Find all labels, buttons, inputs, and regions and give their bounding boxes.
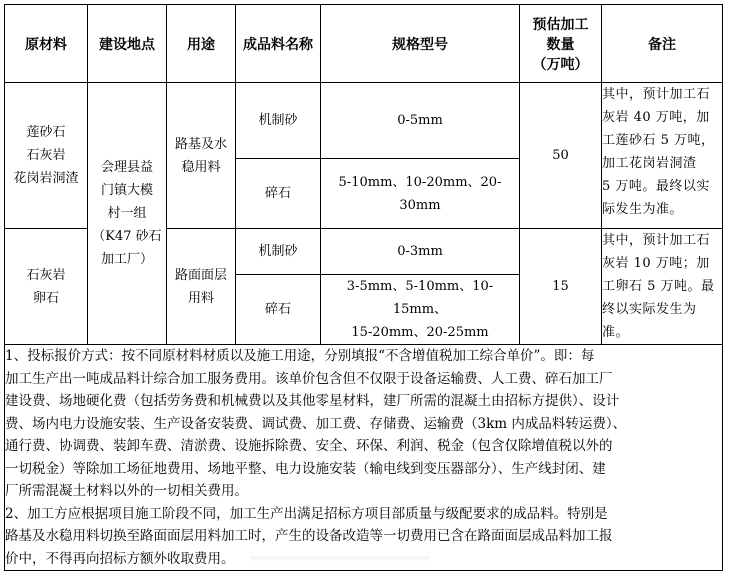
- raw-material-line: 花岗岩洞渣: [13, 171, 79, 186]
- header-row: [5, 5, 723, 83]
- usage-line: 路面面层: [174, 267, 227, 283]
- remark-line: 其中，预计加工石: [602, 233, 711, 248]
- quote-table: [4, 4, 723, 571]
- remark-line: 加工花岗岩洞渣: [602, 156, 697, 171]
- remark-line: 5 万吨。最终以实: [602, 179, 710, 194]
- site-line: 加工厂）: [100, 252, 153, 267]
- remark-cell: [602, 83, 723, 229]
- remark-line: 际发生为准。: [602, 202, 684, 217]
- spec-cell: 0-5mm: [321, 83, 520, 159]
- spec-line: 15-20mm、20-25mm: [351, 325, 489, 340]
- site-line: 会理县益: [100, 160, 153, 175]
- terms-line: 建设费、场地硬化费（包括劳务费和机械费以及其他零星材料，建厂所需的混凝土由招标方提供）、设计: [5, 393, 620, 409]
- remark-line: 工卵石 5 万吨。最: [602, 279, 715, 294]
- header-raw-material: 原材料: [5, 5, 88, 83]
- header-remark: 备注: [602, 5, 723, 83]
- usage-cell: [167, 83, 236, 229]
- terms-line: 1、投标报价方式：按不同原材料材质以及施工用途，分别填报“不含增值税加工综合单价”。即：每: [5, 348, 595, 364]
- terms-line: 价中，不得再向招标方额外收取费用。: [5, 550, 235, 567]
- terms-cell: [5, 345, 723, 571]
- spec-cell: [321, 275, 520, 345]
- header-quantity-line: 数量: [546, 36, 575, 53]
- raw-material-line: 莲砂石: [26, 125, 66, 140]
- header-quantity-line: （万吨）: [532, 56, 589, 73]
- product-cell: 碎石: [236, 159, 321, 229]
- spec-cell: 0-3mm: [321, 229, 520, 275]
- header-product: 成品料名称: [236, 5, 321, 83]
- usage-line: 稳用料: [181, 159, 221, 175]
- remark-line: 其中，预计加工石: [602, 87, 711, 102]
- header-quantity: [520, 5, 602, 83]
- remark-line: 终以实际发生为: [602, 302, 697, 317]
- header-spec: 规格型号: [321, 5, 520, 83]
- product-cell: 机制砂: [236, 83, 321, 159]
- quantity-cell: 50: [520, 83, 602, 229]
- remark-cell: [602, 229, 723, 345]
- remark-line: 灰岩 10 万吨；加: [602, 256, 710, 271]
- header-quantity-line: 预估加工: [532, 16, 589, 33]
- site-line: 门镇大模: [100, 183, 153, 198]
- table-row: [5, 83, 723, 159]
- site-line: （K47 砂石: [92, 229, 162, 244]
- terms-line: 加工生产出一吨成品料计综合加工服务费用。该单价包含但不仅限于设备运输费、人工费、碎石加工厂: [5, 370, 613, 387]
- raw-material-cell: [5, 83, 88, 229]
- raw-material-line: 卵石: [32, 290, 59, 306]
- remark-line: 准。: [602, 325, 630, 340]
- usage-cell: [167, 229, 236, 345]
- site-line: 村一组: [107, 206, 147, 221]
- spec-line: 5-10mm、10-20mm、20-30mm: [338, 174, 502, 213]
- raw-material-line: 石灰岩: [26, 267, 66, 283]
- site-cell: [88, 83, 167, 345]
- terms-line: 一切税金）等除加工场征地费用、场地平整、电力设施安装（输电线到变压器部分）、生产线封闭、建: [5, 460, 606, 477]
- terms-line: 2、加工方应根据项目施工阶段不同，加工生产出满足招标方项目部质量与级配要求的成品料。特别是: [5, 505, 608, 522]
- terms-line: 费、场内电力设施安装、生产设备安装费、调试费、加工费、存储费、运输费（3km 内成品料转运费）、: [5, 415, 627, 432]
- remark-line: 灰岩 40 万吨，加: [602, 110, 710, 125]
- terms-line: 通行费、协调费、装卸车费、清淤费、设施拆除费、安全、环保、利润、税金（包含仅除增值税以外的: [5, 438, 613, 454]
- spec-line: 3-5mm、5-10mm、10-15mm、: [346, 279, 494, 317]
- usage-line: 路基及水: [174, 136, 227, 152]
- terms-row: [5, 345, 723, 571]
- product-cell: 碎石: [236, 275, 321, 345]
- quantity-cell: 15: [520, 229, 602, 345]
- raw-material-cell: [5, 229, 88, 345]
- usage-line: 用料: [187, 290, 214, 306]
- header-usage: 用途: [167, 5, 236, 83]
- page-edge-shadow: [250, 556, 430, 562]
- spec-cell: [321, 159, 520, 229]
- terms-line: 路基及水稳用料切换至路面面层用料加工时，产生的设备改造等一切费用已含在路面面层成品料加工报: [5, 528, 613, 544]
- terms-line: 厂所需混凝土材料以外的一切相关费用。: [5, 483, 248, 499]
- header-site: 建设地点: [88, 5, 167, 83]
- product-cell: 机制砂: [236, 229, 321, 275]
- raw-material-line: 石灰岩: [26, 148, 66, 163]
- remark-line: 工莲砂石 5 万吨，: [602, 133, 715, 148]
